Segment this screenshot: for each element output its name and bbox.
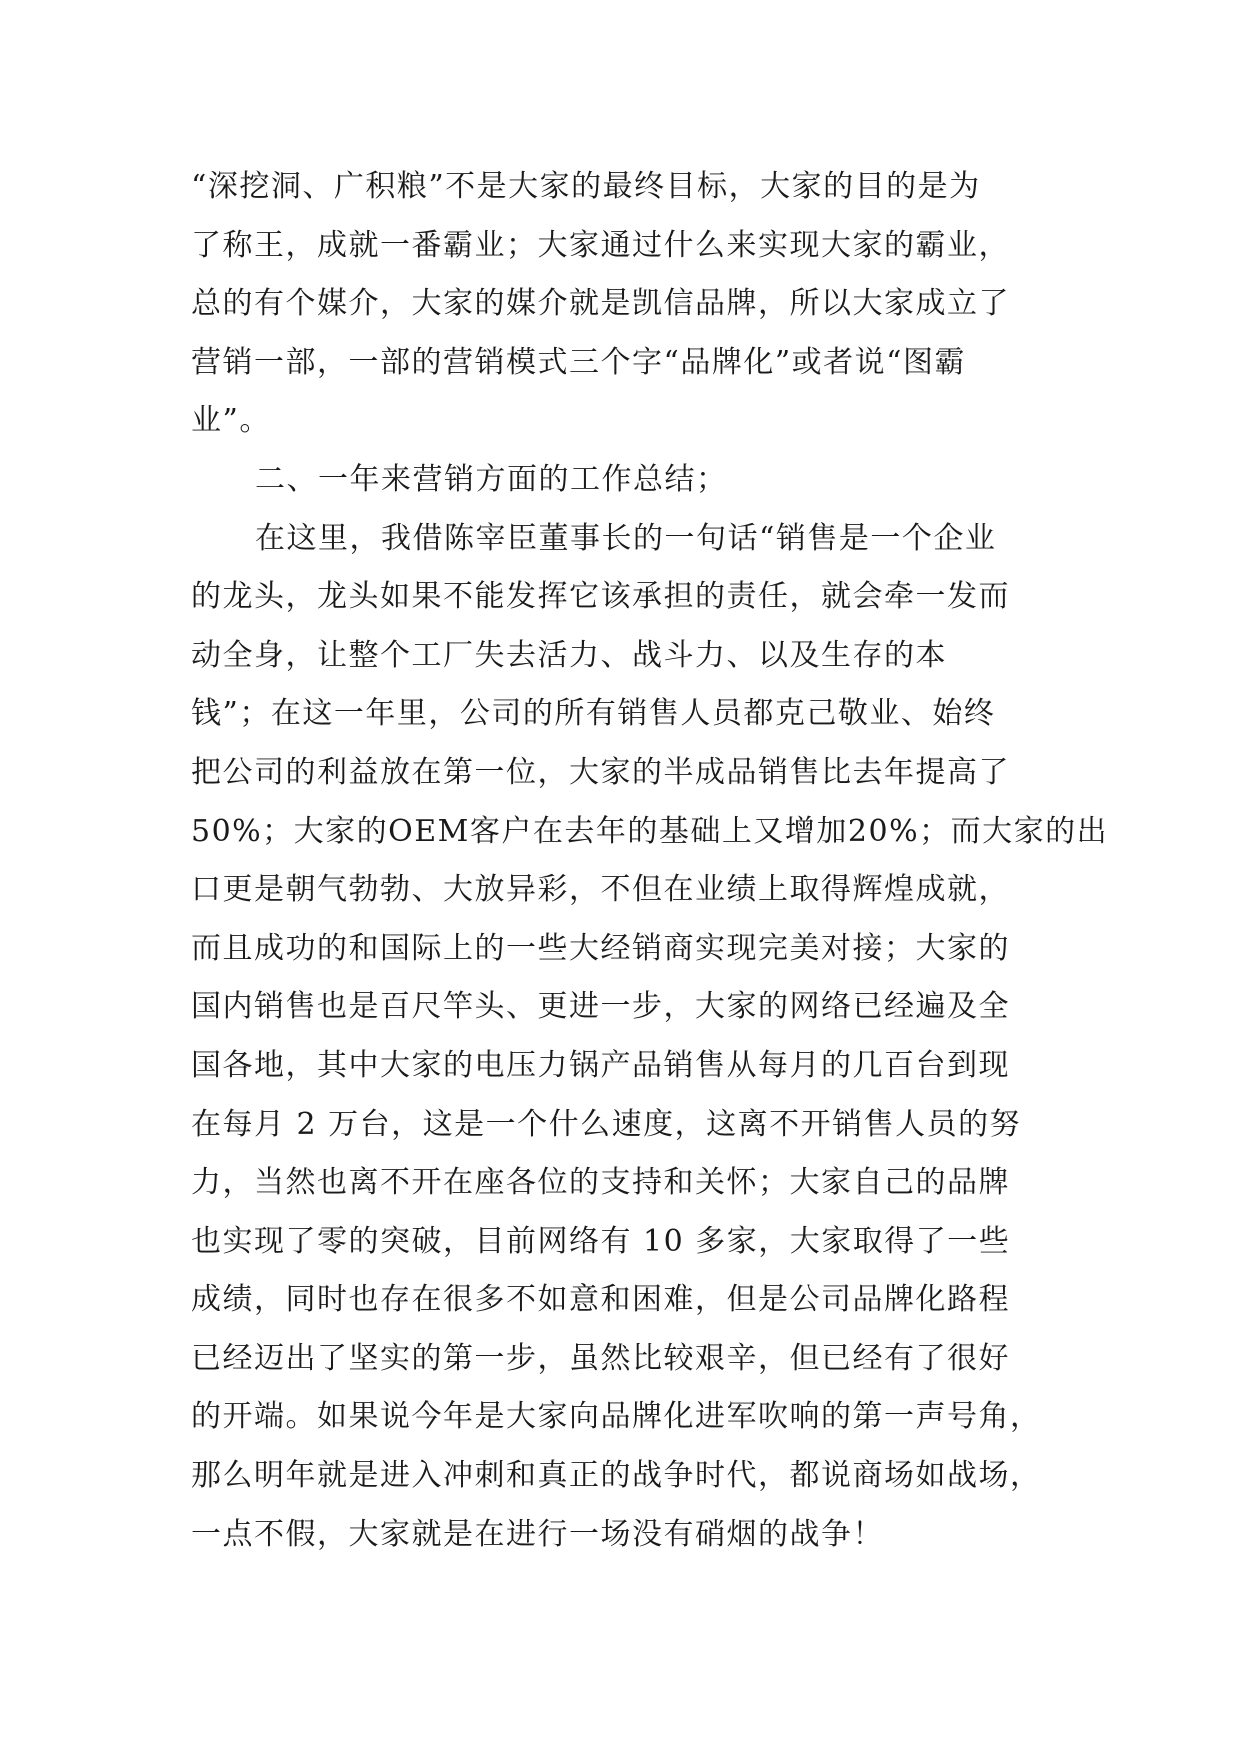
text-line: 的开端。如果说今年是大家向品牌化进军吹响的第一声号角， (191, 1399, 1042, 1435)
text-line: 动全身，让整个工厂失去活力、战斗力、以及生存的本 (191, 637, 947, 673)
text-line: 总的有个媒介，大家的媒介就是凯信品牌，所以大家成立了 (191, 286, 1010, 322)
text-line: 国内销售也是百尺竿头、更进一步，大家的网络已经遍及全 (191, 989, 1010, 1025)
paragraph-first-line: 在这里，我借陈宰臣董事长的一句话“销售是一个企业 (255, 520, 997, 556)
text-line: 业”。 (191, 403, 271, 439)
text-line: 已经迈出了坚实的第一步，虽然比较艰辛，但已经有了很好 (191, 1340, 1010, 1376)
text-line: 把公司的利益放在第一位，大家的半成品销售比去年提高了 (191, 754, 1010, 790)
text-line: 钱”；在这一年里，公司的所有销售人员都克己敬业、始终 (191, 696, 996, 732)
text-line: 那么明年就是进入冲刺和真正的战争时代，都说商场如战场， (191, 1458, 1042, 1494)
text-line: 力，当然也离不开在座各位的支持和关怀；大家自己的品牌 (191, 1165, 1010, 1201)
text-line: 营销一部，一部的营销模式三个字“品牌化”或者说“图霸 (191, 344, 967, 380)
text-line: 50%；大家的OEM客户在去年的基础上又增加20%；而大家的出 (191, 813, 1109, 849)
text-line: 也实现了零的突破，目前网络有 10 多家，大家取得了一些 (191, 1223, 1011, 1259)
text-line: 而且成功的和国际上的一些大经销商实现完美对接；大家的 (191, 930, 1010, 966)
section-heading: 二、一年来营销方面的工作总结； (255, 461, 728, 497)
document-body (191, 158, 1109, 1564)
text-line: 一点不假，大家就是在进行一场没有硝烟的战争！ (191, 1516, 884, 1552)
text-line: 国各地，其中大家的电压力锅产品销售从每月的几百台到现 (191, 1047, 1010, 1083)
text-line: “深挖洞、广积粮”不是大家的最终目标，大家的目的是为 (191, 169, 981, 204)
text-line: 在每月 2 万台，这是一个什么速度，这离不开销售人员的努 (191, 1106, 1022, 1142)
text-line: 的龙头，龙头如果不能发挥它该承担的责任，就会牵一发而 (191, 579, 1010, 615)
text-line: 了称王，成就一番霸业；大家通过什么来实现大家的霸业， (191, 227, 1010, 263)
text-line: 成绩，同时也存在很多不如意和困难，但是公司品牌化路程 (191, 1282, 1010, 1318)
text-line: 口更是朝气勃勃、大放异彩，不但在业绩上取得辉煌成就， (191, 872, 1010, 908)
